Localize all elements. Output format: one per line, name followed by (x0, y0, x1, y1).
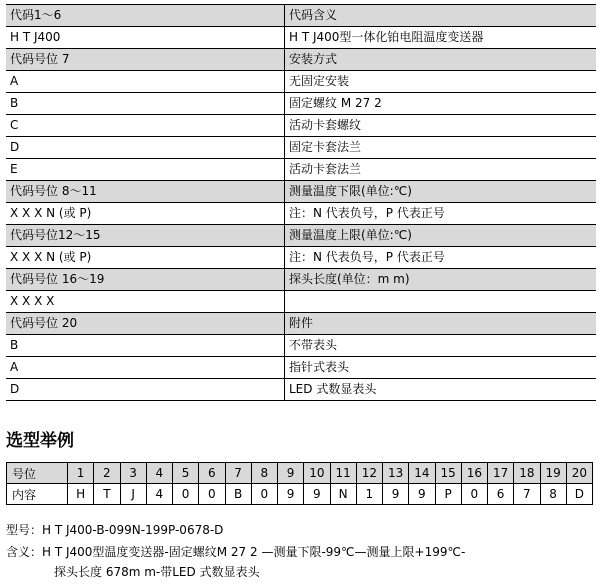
spec-row (6, 93, 596, 115)
spec-section-header (6, 181, 596, 203)
meaning-cell: 代码含义 (285, 5, 597, 27)
spec-section-header (6, 225, 596, 247)
meaning-cell: 注：N 代表负号，P 代表正号 (285, 203, 597, 225)
content-cell: 9 (304, 484, 330, 505)
position-cell: 13 (383, 463, 409, 484)
example-table (6, 462, 593, 505)
content-cell: 6 (488, 484, 514, 505)
content-cell: 0 (173, 484, 199, 505)
position-cell: 4 (146, 463, 172, 484)
code-cell: B (6, 335, 285, 357)
meaning-cell: 探头长度(单位：m m) (285, 269, 597, 291)
position-cell: 20 (566, 463, 592, 484)
code-cell: X X X N (或 P) (6, 247, 285, 269)
meaning-line-2: 探头长度 678m m-带LED 式数显表头 (54, 565, 260, 579)
position-cell: 12 (356, 463, 382, 484)
position-cell: 16 (461, 463, 487, 484)
position-cell: 18 (514, 463, 540, 484)
example-section-title: 选型举例 (6, 431, 74, 451)
content-cell: 8 (540, 484, 566, 505)
position-cell: 3 (120, 463, 146, 484)
content-cell: P (435, 484, 461, 505)
code-cell: D (6, 379, 285, 401)
meaning-cell: 测量温度上限(单位:℃) (285, 225, 597, 247)
content-cell: B (225, 484, 251, 505)
code-cell: X X X N (或 P) (6, 203, 285, 225)
spec-row (6, 291, 596, 313)
spec-row (6, 203, 596, 225)
position-cell: 14 (409, 463, 435, 484)
content-row (7, 484, 593, 505)
position-cell: 2 (94, 463, 120, 484)
code-cell: B (6, 93, 285, 115)
code-cell: C (6, 115, 285, 137)
position-row-label: 号位 (7, 463, 68, 484)
code-cell: A (6, 357, 285, 379)
content-cell: 9 (383, 484, 409, 505)
position-cell: 8 (251, 463, 277, 484)
spec-row (6, 71, 596, 93)
code-cell: 代码1～6 (6, 5, 285, 27)
spec-row (6, 379, 596, 401)
spec-row (6, 159, 596, 181)
position-row (7, 463, 593, 484)
spec-row (6, 27, 596, 49)
content-cell: 4 (146, 484, 172, 505)
spec-section-header (6, 269, 596, 291)
position-cell: 6 (199, 463, 225, 484)
meaning-cell: H T J400型一体化铂电阻温度变送器 (285, 27, 597, 49)
meaning-cell: 附件 (285, 313, 597, 335)
meaning-cell (285, 291, 597, 313)
meaning-line-1: 含义：H T J400型温度变送器-固定螺纹M 27 2 —测量下限-99℃—测量上限+199℃- (6, 545, 466, 559)
meaning-cell: LED 式数显表头 (285, 379, 597, 401)
meaning-cell: 固定螺纹 M 27 2 (285, 93, 597, 115)
spec-row (6, 247, 596, 269)
meaning-cell: 固定卡套法兰 (285, 137, 597, 159)
code-cell: H T J400 (6, 27, 285, 49)
position-cell: 7 (225, 463, 251, 484)
spec-section-header (6, 313, 596, 335)
content-cell: 9 (278, 484, 304, 505)
code-cell: D (6, 137, 285, 159)
meaning-cell: 活动卡套螺纹 (285, 115, 597, 137)
position-cell: 19 (540, 463, 566, 484)
content-cell: 0 (199, 484, 225, 505)
spec-section-header (6, 49, 596, 71)
position-cell: 17 (488, 463, 514, 484)
code-cell: X X X X (6, 291, 285, 313)
position-cell: 5 (173, 463, 199, 484)
meaning-cell: 指针式表头 (285, 357, 597, 379)
meaning-cell: 不带表头 (285, 335, 597, 357)
content-cell: 0 (461, 484, 487, 505)
meaning-cell: 安装方式 (285, 49, 597, 71)
meaning-cell: 无固定安装 (285, 71, 597, 93)
spec-row (6, 335, 596, 357)
position-cell: 11 (330, 463, 356, 484)
content-cell: 1 (356, 484, 382, 505)
code-spec-table (6, 4, 596, 401)
content-cell: 7 (514, 484, 540, 505)
code-cell: E (6, 159, 285, 181)
position-cell: 15 (435, 463, 461, 484)
spec-row (6, 357, 596, 379)
content-cell: N (330, 484, 356, 505)
meaning-cell: 测量温度下限(单位:℃) (285, 181, 597, 203)
position-cell: 10 (304, 463, 330, 484)
meaning-cell: 注：N 代表负号，P 代表正号 (285, 247, 597, 269)
content-cell: 9 (409, 484, 435, 505)
content-cell: H (68, 484, 94, 505)
content-cell: D (566, 484, 592, 505)
spec-section-header (6, 5, 596, 27)
content-row-label: 内容 (7, 484, 68, 505)
content-cell: 0 (251, 484, 277, 505)
content-cell: T (94, 484, 120, 505)
spec-row (6, 115, 596, 137)
meaning-cell: 活动卡套法兰 (285, 159, 597, 181)
spec-row (6, 137, 596, 159)
code-cell: 代码号位 7 (6, 49, 285, 71)
model-line: 型号：H T J400-B-099N-199P-0678-D (6, 523, 224, 537)
content-cell: J (120, 484, 146, 505)
code-cell: 代码号位 16～19 (6, 269, 285, 291)
code-cell: A (6, 71, 285, 93)
code-cell: 代码号位 8～11 (6, 181, 285, 203)
code-cell: 代码号位 20 (6, 313, 285, 335)
position-cell: 1 (68, 463, 94, 484)
code-cell: 代码号位12～15 (6, 225, 285, 247)
position-cell: 9 (278, 463, 304, 484)
